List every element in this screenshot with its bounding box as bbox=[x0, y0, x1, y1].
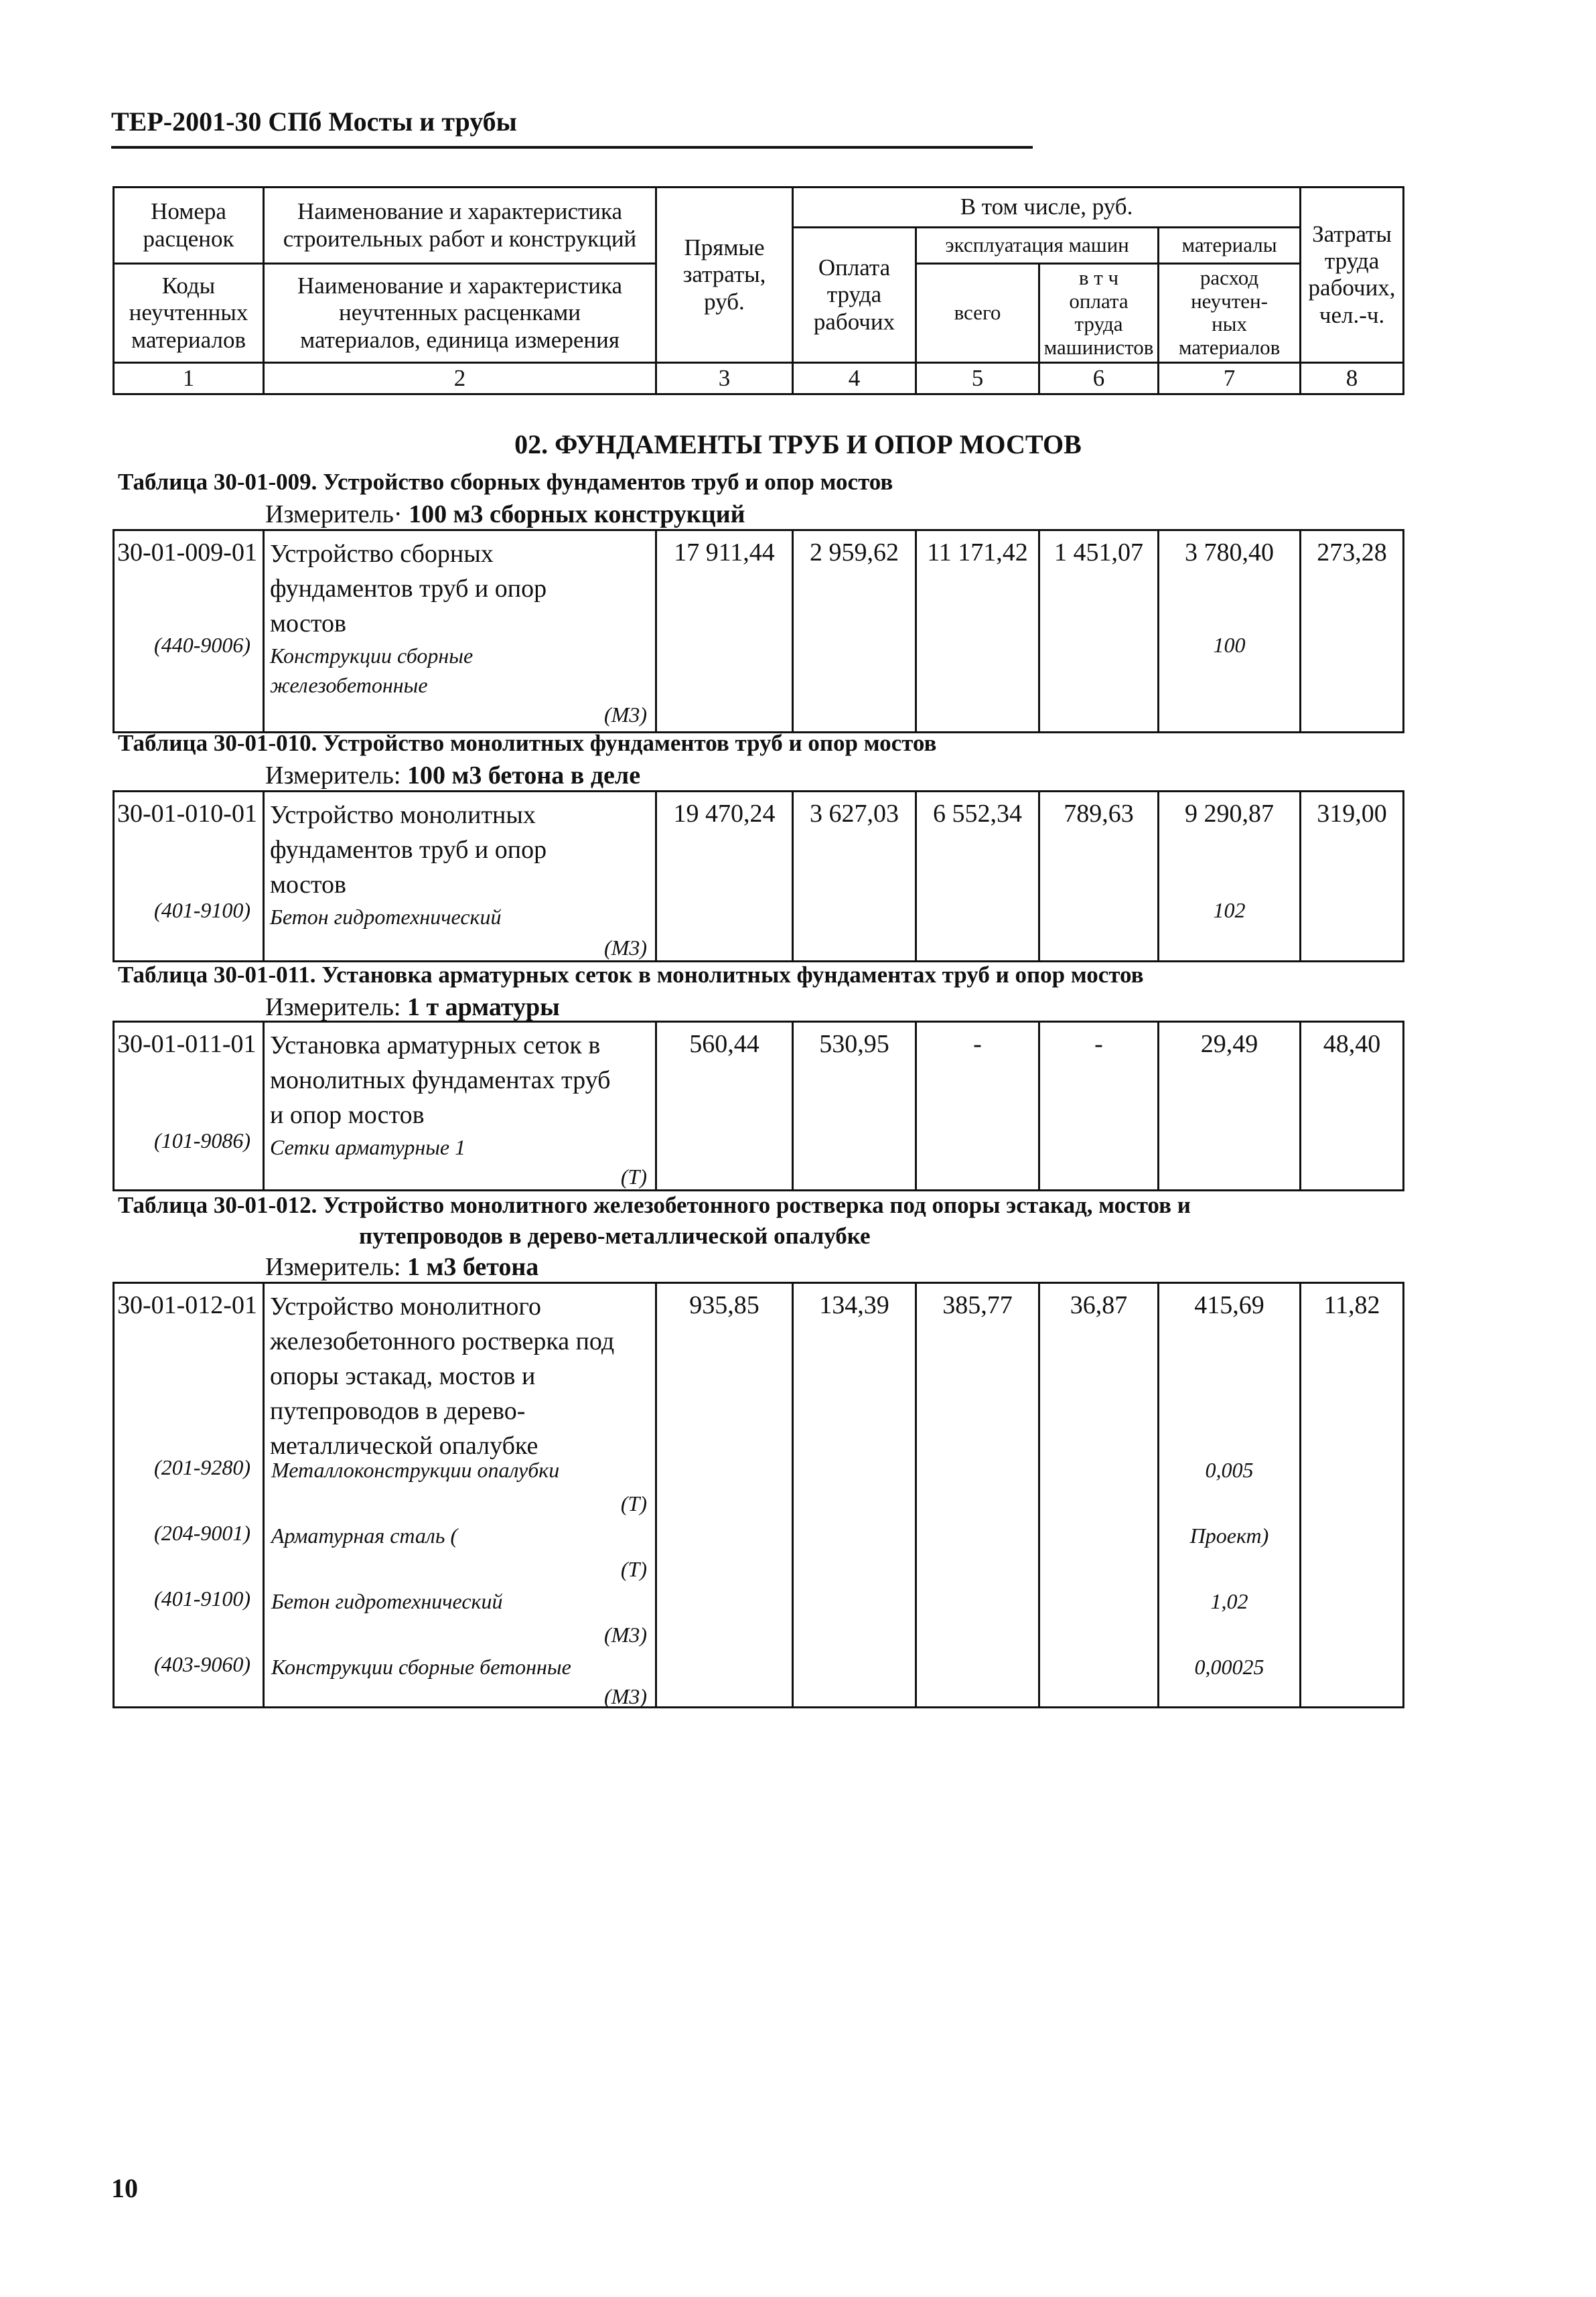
material-unit: (Т) bbox=[620, 1557, 647, 1581]
labor-pay: 3 627,03 bbox=[793, 792, 916, 962]
material-name: Бетон гидротехнический bbox=[271, 1589, 503, 1613]
col-number-4: 4 bbox=[793, 362, 916, 394]
materials-cell bbox=[1159, 792, 1301, 962]
materials-cost: 415,69 bbox=[1194, 1291, 1264, 1319]
header-name-top: Наименование и характеристика строительных работ и конструкций bbox=[264, 188, 656, 264]
rate-code-cell bbox=[114, 1022, 264, 1191]
material-unit: (М3) bbox=[604, 1684, 647, 1708]
rate-table bbox=[113, 1282, 1404, 1708]
rate-table bbox=[113, 1021, 1404, 1191]
material-qty: 0,005 bbox=[1205, 1458, 1254, 1482]
col-number-8: 8 bbox=[1301, 362, 1404, 394]
col-number-1: 1 bbox=[114, 362, 264, 394]
col-number-5: 5 bbox=[916, 362, 1039, 394]
material-code: (401-9100) bbox=[154, 898, 250, 922]
rate-name-cell: Устройство сборных фундаментов труб и опор мостов Конструкции сборные железобетонные (М3) bbox=[264, 530, 656, 733]
machinists-pay: - bbox=[1039, 1022, 1159, 1191]
header-machinists-pay: в т ч оплата труда машинистов bbox=[1039, 264, 1159, 363]
col-number-7: 7 bbox=[1159, 362, 1301, 394]
labor-hours: 319,00 bbox=[1301, 792, 1404, 962]
machines-total: 385,77 bbox=[916, 1283, 1039, 1708]
header-codes-bottom: Коды неучтенных материалов bbox=[114, 264, 264, 363]
measure: Измеритель· 100 м3 сборных конструкций bbox=[265, 500, 745, 528]
materials-cell bbox=[1159, 1283, 1301, 1708]
header-materials: материалы bbox=[1159, 228, 1301, 264]
header-unaccounted-materials: расход неучтен- ных материалов bbox=[1159, 264, 1301, 363]
material-qty: 1,02 bbox=[1210, 1589, 1248, 1613]
rate-code: 30-01-011-01 bbox=[117, 1030, 257, 1058]
measure: Измеритель: 100 м3 бетона в деле bbox=[265, 761, 641, 790]
rate-table bbox=[113, 529, 1404, 733]
materials-cell bbox=[1159, 530, 1301, 733]
header-machines-total: всего bbox=[916, 264, 1039, 363]
machines-total: - bbox=[916, 1022, 1039, 1191]
table-title: Таблица 30-01-011. Установка арматурных сеток в монолитных фундаментах труб и опор мостов bbox=[118, 962, 1144, 988]
rate-code: 30-01-010-01 bbox=[117, 800, 257, 828]
material-unit: (Т) bbox=[620, 1165, 647, 1189]
machinists-pay: 1 451,07 bbox=[1039, 530, 1159, 733]
table-title: Таблица 30-01-009. Устройство сборных фундаментов труб и опор мостов bbox=[118, 469, 893, 495]
material-unit: (М3) bbox=[604, 936, 647, 960]
material-qty: Проект) bbox=[1189, 1524, 1269, 1548]
col-number-3: 3 bbox=[656, 362, 793, 394]
measure: Измеритель: 1 т арматуры bbox=[265, 993, 560, 1021]
header-labor-pay: Оплата труда рабочих bbox=[793, 228, 916, 363]
machinists-pay: 789,63 bbox=[1039, 792, 1159, 962]
direct-costs: 935,85 bbox=[656, 1283, 793, 1708]
materials-cost: 3 780,40 bbox=[1185, 538, 1274, 567]
material-unit: (Т) bbox=[620, 1491, 647, 1515]
labor-hours: 11,82 bbox=[1301, 1283, 1404, 1708]
material-code: (401-9100) bbox=[154, 1586, 250, 1611]
rate-code-cell bbox=[114, 792, 264, 962]
rate-name-cell: Установка арматурных сеток в монолитных фундаментах труб и опор мостов Сетки арматурные 1 (Т) bbox=[264, 1022, 656, 1191]
col-number-6: 6 bbox=[1039, 362, 1159, 394]
labor-pay: 530,95 bbox=[793, 1022, 916, 1191]
labor-pay: 2 959,62 bbox=[793, 530, 916, 733]
labor-pay: 134,39 bbox=[793, 1283, 916, 1708]
material-name: Конструкции сборные железобетонные bbox=[270, 644, 474, 697]
rate-name-cell: Устройство монолитного железобетонного ростверка под опоры эстакад, мостов и путепроводов в дерево- металлической опалубке Металлоконструкции опалубки (Т) Арматурная сталь ( (Т) Бетон гидротехнический (М3) Конструкции сборные бетонные (М3) bbox=[264, 1283, 656, 1708]
machines-total: 11 171,42 bbox=[916, 530, 1039, 733]
header-codes-top: Номера расценок bbox=[114, 188, 264, 264]
rate-table bbox=[113, 790, 1404, 962]
material-code: (403-9060) bbox=[154, 1652, 250, 1676]
material-code: (440-9006) bbox=[154, 633, 250, 657]
material-name: Металлоконструкции опалубки bbox=[271, 1458, 560, 1482]
rate-code-cell bbox=[114, 1283, 264, 1708]
material-name: Бетон гидротехнический bbox=[270, 905, 502, 929]
header-group: В том числе, руб. bbox=[793, 188, 1301, 228]
page-number: 10 bbox=[111, 2173, 138, 2203]
header-machines: эксплуатация машин bbox=[916, 228, 1159, 264]
material-unit: (М3) bbox=[604, 702, 647, 727]
material-unit: (М3) bbox=[604, 1623, 647, 1647]
materials-cost: 9 290,87 bbox=[1185, 800, 1274, 828]
material-code: (204-9001) bbox=[154, 1521, 250, 1545]
rate-code: 30-01-012-01 bbox=[117, 1291, 257, 1319]
materials-cost: 29,49 bbox=[1200, 1030, 1258, 1058]
column-header-table bbox=[113, 186, 1404, 395]
header-labor-hours: Затраты труда рабочих, чел.-ч. bbox=[1301, 188, 1404, 363]
machinists-pay: 36,87 bbox=[1039, 1283, 1159, 1708]
material-name: Арматурная сталь ( bbox=[271, 1524, 458, 1548]
header-direct-costs: Прямые затраты, руб. bbox=[656, 188, 793, 363]
material-code: (201-9280) bbox=[154, 1455, 250, 1479]
direct-costs: 560,44 bbox=[656, 1022, 793, 1191]
header-name-bottom: Наименование и характеристика неучтенных расценками материалов, единица измерения bbox=[264, 264, 656, 363]
material-name: Конструкции сборные бетонные bbox=[271, 1655, 571, 1679]
col-number-2: 2 bbox=[264, 362, 656, 394]
measure: Измеритель: 1 м3 бетона bbox=[265, 1253, 539, 1281]
material-qty: 102 bbox=[1213, 898, 1246, 922]
table-title: Таблица 30-01-010. Устройство монолитных фундаментов труб и опор мостов bbox=[118, 730, 937, 756]
material-code: (101-9086) bbox=[154, 1128, 250, 1153]
material-name: Сетки арматурные 1 bbox=[270, 1135, 466, 1159]
labor-hours: 48,40 bbox=[1301, 1022, 1404, 1191]
table-title-continued: путепроводов в дерево-металлической опалубке bbox=[359, 1223, 871, 1249]
rate-name-cell: Устройство монолитных фундаментов труб и опор мостов Бетон гидротехнический (М3) bbox=[264, 792, 656, 962]
rate-code: 30-01-009-01 bbox=[117, 538, 257, 567]
machines-total: 6 552,34 bbox=[916, 792, 1039, 962]
section-title: 02. ФУНДАМЕНТЫ ТРУБ И ОПОР МОСТОВ bbox=[514, 429, 1082, 459]
material-qty: 100 bbox=[1213, 633, 1246, 657]
rate-code-cell bbox=[114, 530, 264, 733]
direct-costs: 19 470,24 bbox=[656, 792, 793, 962]
material-qty: 0,00025 bbox=[1194, 1655, 1264, 1679]
running-header: ТЕР-2001-30 СПб Мосты и трубы bbox=[111, 106, 517, 137]
table-title: Таблица 30-01-012. Устройство монолитного железобетонного ростверка под опоры эстакад, мостов и bbox=[118, 1192, 1191, 1218]
header-rule bbox=[111, 146, 1033, 149]
direct-costs: 17 911,44 bbox=[656, 530, 793, 733]
labor-hours: 273,28 bbox=[1301, 530, 1404, 733]
materials-cell bbox=[1159, 1022, 1301, 1191]
